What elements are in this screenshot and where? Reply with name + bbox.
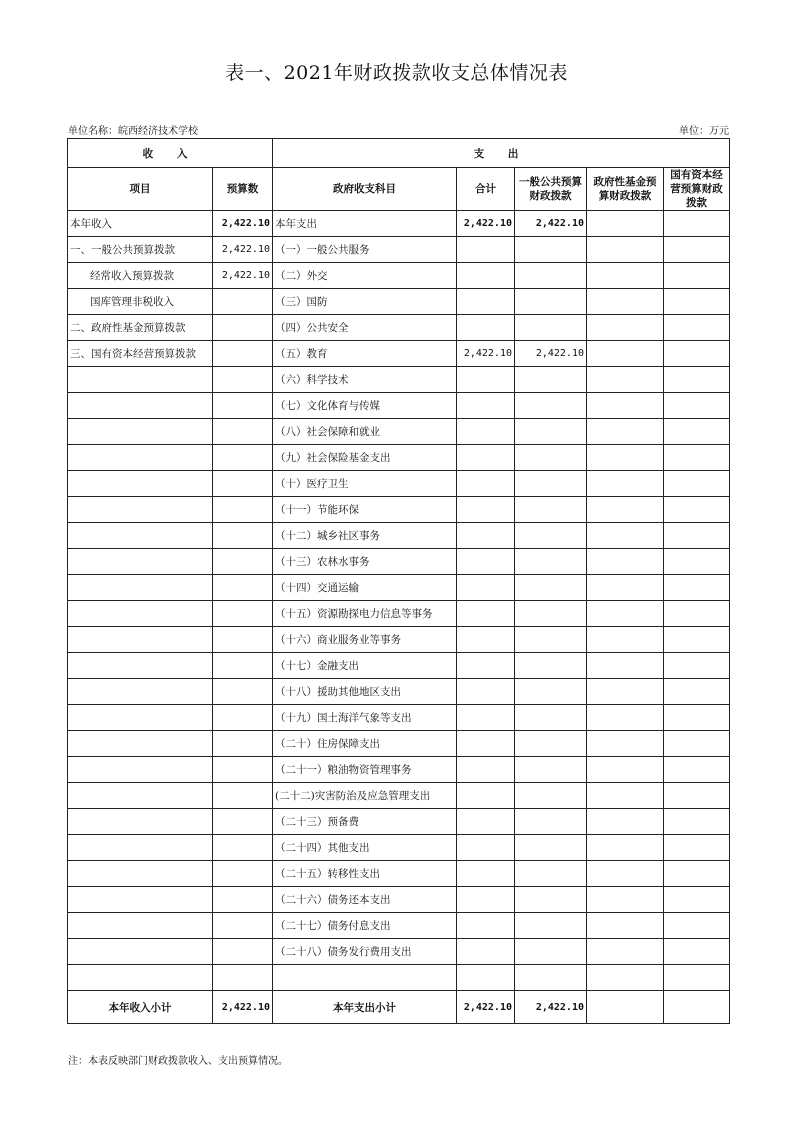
fund-cell [587,393,664,419]
state-cell [664,757,730,783]
state-cell [664,601,730,627]
income-cell [68,913,213,939]
state-cell [664,653,730,679]
budget-cell [213,549,273,575]
expense-fund-total [587,991,664,1024]
income-cell [68,887,213,913]
budget-cell [213,575,273,601]
unit-label: 单位：万元 [679,126,729,137]
fund-cell [587,523,664,549]
subject-cell: （六）科学技术 [273,367,457,393]
budget-cell [213,471,273,497]
income-cell [68,783,213,809]
general-cell [515,601,587,627]
income-total-value: 2,422.10 [213,991,273,1024]
state-cell [664,913,730,939]
total-cell [457,939,515,965]
subject-cell: (二十二)灾害防治及应急管理支出 [273,783,457,809]
header-row-2 [68,168,730,211]
general-cell [515,731,587,757]
budget-cell: 2,422.10 [213,263,273,289]
income-cell [68,653,213,679]
state-cell [664,289,730,315]
state-cell [664,341,730,367]
income-cell [68,367,213,393]
income-cell: 二、政府性基金预算拨款 [68,315,213,341]
table-row [68,627,730,653]
footnote: 注：本表反映部门财政拨款收入、支出预算情况。 [68,1056,288,1067]
subject-cell: （二十六）债务还本支出 [273,887,457,913]
state-cell [664,367,730,393]
total-cell: 2,422.10 [457,211,515,237]
budget-cell [213,653,273,679]
budget-cell [213,627,273,653]
table-row [68,679,730,705]
fund-cell [587,835,664,861]
income-cell [68,445,213,471]
state-cell [664,315,730,341]
general-cell [515,783,587,809]
fund-cell [587,731,664,757]
general-cell [515,861,587,887]
total-cell [457,575,515,601]
income-cell [68,419,213,445]
budget-cell [213,393,273,419]
col-subject-header: 政府收支科目 [273,168,457,211]
budget-cell [213,783,273,809]
general-cell [515,809,587,835]
total-cell [457,471,515,497]
total-cell [457,887,515,913]
subject-cell: （四）公共安全 [273,315,457,341]
subject-cell: （十）医疗卫生 [273,471,457,497]
total-cell [457,731,515,757]
subject-cell: （二十一）粮油物资管理事务 [273,757,457,783]
state-cell [664,237,730,263]
fund-cell [587,627,664,653]
total-cell [457,289,515,315]
table-row [68,601,730,627]
general-cell [515,965,587,991]
fund-cell [587,861,664,887]
total-cell [457,393,515,419]
total-cell [457,523,515,549]
state-cell [664,731,730,757]
subject-cell: （二十三）预备费 [273,809,457,835]
fund-cell [587,601,664,627]
income-cell [68,523,213,549]
income-cell: 一、一般公共预算拨款 [68,237,213,263]
budget-cell [213,445,273,471]
income-cell: 本年收入 [68,211,213,237]
income-cell [68,705,213,731]
table-row [68,315,730,341]
budget-cell [213,341,273,367]
col-general-header: 一般公共预算财政拨款 [515,168,587,211]
general-cell [515,913,587,939]
fund-cell [587,679,664,705]
income-cell: 国库管理非税收入 [68,289,213,315]
totals-row [68,991,730,1024]
table-row [68,965,730,991]
table-row [68,263,730,289]
table-row [68,341,730,367]
subject-cell: （十四）交通运输 [273,575,457,601]
subject-cell [273,965,457,991]
table-row [68,367,730,393]
general-cell [515,393,587,419]
budget-cell [213,315,273,341]
table-row [68,783,730,809]
fund-cell [587,757,664,783]
table-row [68,939,730,965]
budget-cell [213,939,273,965]
state-cell [664,445,730,471]
subject-cell: （二）外交 [273,263,457,289]
income-cell [68,471,213,497]
general-cell [515,679,587,705]
subject-cell: （十一）节能环保 [273,497,457,523]
general-cell [515,939,587,965]
col-state-header: 国有资本经营预算财政拨款 [664,168,730,211]
budget-cell [213,809,273,835]
fund-cell [587,783,664,809]
income-cell [68,861,213,887]
budget-cell: 2,422.10 [213,237,273,263]
general-cell [515,835,587,861]
income-cell [68,731,213,757]
general-cell [515,471,587,497]
state-cell [664,393,730,419]
fund-cell [587,341,664,367]
fund-cell [587,211,664,237]
income-cell [68,809,213,835]
subject-cell: （一）一般公共服务 [273,237,457,263]
subject-cell: （十六）商业服务业等事务 [273,627,457,653]
total-cell [457,757,515,783]
subject-cell: （二十五）转移性支出 [273,861,457,887]
subject-cell: （十七）金融支出 [273,653,457,679]
budget-cell [213,289,273,315]
subject-cell: 本年支出 [273,211,457,237]
state-cell [664,705,730,731]
general-cell [515,549,587,575]
total-cell [457,913,515,939]
subject-cell: （五）教育 [273,341,457,367]
income-cell: 经常收入预算拨款 [68,263,213,289]
fund-cell [587,471,664,497]
state-cell [664,679,730,705]
state-cell [664,835,730,861]
state-cell [664,497,730,523]
expense-header: 支 出 [273,139,730,168]
subject-cell: （七）文化体育与传媒 [273,393,457,419]
budget-cell [213,419,273,445]
col-fund-header: 政府性基金预算财政拨款 [587,168,664,211]
fund-cell [587,445,664,471]
income-cell [68,835,213,861]
table-row [68,471,730,497]
total-cell [457,783,515,809]
col-total-header: 合计 [457,168,515,211]
fund-cell [587,575,664,601]
subject-cell: （八）社会保障和就业 [273,419,457,445]
subject-cell: （十九）国土海洋气象等支出 [273,705,457,731]
expense-total-value: 2,422.10 [457,991,515,1024]
income-cell [68,627,213,653]
table-row [68,731,730,757]
budget-cell [213,861,273,887]
total-cell [457,419,515,445]
state-cell [664,965,730,991]
table-row [68,913,730,939]
table-row [68,861,730,887]
budget-cell [213,887,273,913]
table-row [68,835,730,861]
total-cell [457,965,515,991]
state-cell [664,627,730,653]
subject-cell: （十八）援助其他地区支出 [273,679,457,705]
table-row [68,523,730,549]
col-item-header: 项目 [68,168,213,211]
total-cell [457,653,515,679]
state-cell [664,211,730,237]
fund-cell [587,263,664,289]
state-cell [664,861,730,887]
income-total-label: 本年收入小计 [68,991,213,1024]
general-cell [515,497,587,523]
budget-cell [213,601,273,627]
unit-name: 单位名称：皖西经济技术学校 [68,126,198,137]
general-cell [515,887,587,913]
total-cell [457,679,515,705]
fund-cell [587,289,664,315]
total-cell [457,809,515,835]
header-row-1 [68,139,730,168]
table-row [68,211,730,237]
table-row [68,497,730,523]
total-cell [457,627,515,653]
subject-cell: （十三）农林水事务 [273,549,457,575]
general-cell [515,757,587,783]
table-row [68,393,730,419]
total-cell [457,705,515,731]
fund-cell [587,887,664,913]
budget-table [67,138,730,1024]
table-row [68,549,730,575]
fund-cell [587,965,664,991]
table-row [68,653,730,679]
income-cell [68,393,213,419]
fund-cell [587,419,664,445]
fund-cell [587,705,664,731]
subject-cell: （二十）住房保障支出 [273,731,457,757]
income-cell: 三、国有资本经营预算拨款 [68,341,213,367]
general-cell: 2,422.10 [515,211,587,237]
fund-cell [587,497,664,523]
income-cell [68,965,213,991]
total-cell [457,549,515,575]
subject-cell: （二十八）债务发行费用支出 [273,939,457,965]
subject-cell: （二十四）其他支出 [273,835,457,861]
subject-cell: （十二）城乡社区事务 [273,523,457,549]
state-cell [664,939,730,965]
general-cell [515,419,587,445]
total-cell [457,601,515,627]
income-header: 收 入 [68,139,273,168]
total-cell [457,497,515,523]
col-budget-header: 预算数 [213,168,273,211]
state-cell [664,809,730,835]
budget-cell [213,705,273,731]
fund-cell [587,315,664,341]
table-row [68,575,730,601]
general-cell [515,445,587,471]
subject-cell: （三）国防 [273,289,457,315]
expense-state-total [664,991,730,1024]
state-cell [664,263,730,289]
budget-cell [213,731,273,757]
general-cell [515,289,587,315]
total-cell [457,861,515,887]
total-cell [457,835,515,861]
general-cell [515,705,587,731]
budget-cell [213,913,273,939]
fund-cell [587,653,664,679]
budget-cell [213,679,273,705]
fund-cell [587,913,664,939]
subject-cell: （二十七）债务付息支出 [273,913,457,939]
total-cell [457,445,515,471]
general-cell [515,237,587,263]
budget-cell [213,497,273,523]
state-cell [664,887,730,913]
table-row [68,887,730,913]
budget-cell [213,835,273,861]
general-cell [515,523,587,549]
income-cell [68,497,213,523]
table-row [68,445,730,471]
table-row [68,757,730,783]
income-cell [68,575,213,601]
total-cell [457,367,515,393]
fund-cell [587,367,664,393]
table-row [68,705,730,731]
general-cell [515,367,587,393]
general-cell: 2,422.10 [515,341,587,367]
general-cell [515,263,587,289]
state-cell [664,419,730,445]
state-cell [664,783,730,809]
income-cell [68,757,213,783]
state-cell [664,575,730,601]
page-title: 表一、2021年财政拨款收支总体情况表 [225,62,568,84]
table-row [68,419,730,445]
total-cell: 2,422.10 [457,341,515,367]
income-cell [68,601,213,627]
expense-total-label: 本年支出小计 [273,991,457,1024]
expense-general-total: 2,422.10 [515,991,587,1024]
general-cell [515,575,587,601]
state-cell [664,523,730,549]
subject-cell: （十五）资源勘探电力信息等事务 [273,601,457,627]
budget-cell [213,965,273,991]
state-cell [664,471,730,497]
income-cell [68,549,213,575]
general-cell [515,653,587,679]
income-cell [68,939,213,965]
fund-cell [587,809,664,835]
budget-cell [213,757,273,783]
table-row [68,809,730,835]
total-cell [457,237,515,263]
fund-cell [587,939,664,965]
fund-cell [587,237,664,263]
budget-cell: 2,422.10 [213,211,273,237]
total-cell [457,263,515,289]
subject-cell: （九）社会保险基金支出 [273,445,457,471]
state-cell [664,549,730,575]
table-row [68,289,730,315]
budget-cell [213,523,273,549]
income-cell [68,679,213,705]
total-cell [457,315,515,341]
fund-cell [587,549,664,575]
budget-cell [213,367,273,393]
general-cell [515,627,587,653]
table-row [68,237,730,263]
general-cell [515,315,587,341]
